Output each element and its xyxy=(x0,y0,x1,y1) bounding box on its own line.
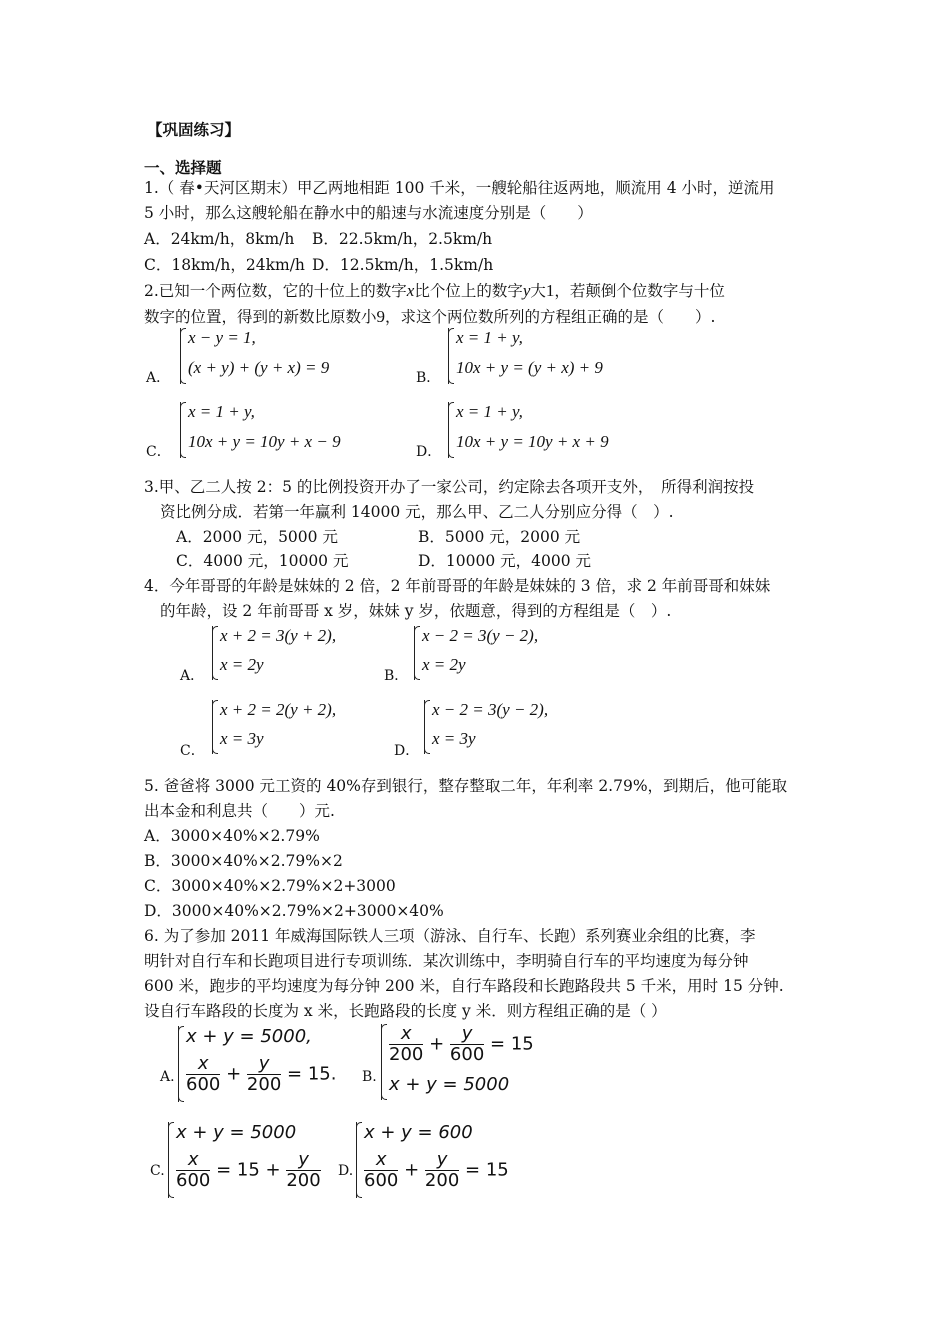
q2-d-eq1: x = 1 + y, xyxy=(456,402,523,421)
q3-line1: 3.甲、乙二人按 2：5 的比例投资开办了一家公司，约定除去各项开支外， 所得利润按投 xyxy=(144,478,755,496)
q1-option-a: A．24km/h，8km/h xyxy=(144,230,295,248)
q4-d-system xyxy=(424,700,594,754)
q4-line2: 的年龄，设 2 年前哥哥 x 岁，妹妹 y 岁，依题意，得到的方程组是（ ）. xyxy=(160,602,672,620)
num-one: 1 xyxy=(545,281,555,300)
q6-d-system xyxy=(356,1122,509,1198)
q5-option-a: A．3000×40%×2.79% xyxy=(144,827,320,845)
var-y: y xyxy=(522,281,531,300)
num-nine: 9 xyxy=(376,307,386,326)
q5-option-d: D．3000×40%×2.79%×2+3000×40% xyxy=(144,902,444,920)
q3-option-d: D．10000 元，4000 元 xyxy=(418,552,592,570)
q2-c-eq1: x = 1 + y, xyxy=(188,402,255,421)
q4-b-label: B． xyxy=(384,668,409,684)
q4-b-eq2: x = 2y xyxy=(422,655,466,674)
q6-d-eq2: $\frac{x}{600}$ + $\frac{y}{200}$ = 15 xyxy=(364,1149,509,1191)
q2-b-eq2: 10x + y = (y + x) + 9 xyxy=(456,358,603,377)
q6-c-eq1: x + y = 5000 xyxy=(176,1122,297,1143)
q6-d-label: D. xyxy=(338,1163,354,1179)
q6-a-eq2: $\frac{x}{600}$ + $\frac{y}{200}$ = 15. xyxy=(186,1053,337,1095)
q3-option-b: B．5000 元，2000 元 xyxy=(418,528,581,546)
q1-option-c: C．18km/h，24km/h xyxy=(144,256,305,274)
q2-a-label: A． xyxy=(146,370,171,386)
q2-a-system xyxy=(180,328,380,384)
part-title: 一、选择题 xyxy=(144,158,222,177)
q6-c-eq2: $\frac{x}{600}$ = 15 + $\frac{y}{200}$ xyxy=(176,1149,321,1191)
q6-d-eq1: x + y = 600 xyxy=(364,1122,473,1143)
q4-line1: 4．今年哥哥的年龄是妹妹的 2 倍，2 年前哥哥的年龄是妹妹的 3 倍，求 2 年前哥哥和妹妹 xyxy=(144,577,771,595)
q3-option-c: C．4000 元，10000 元 xyxy=(176,552,349,570)
q4-c-system xyxy=(212,700,382,754)
q1-line1: 1.（ 春•天河区期末）甲乙两地相距 100 千米，一艘轮船往返两地，顺流用 4 小时，逆流用 xyxy=(144,179,775,197)
var-x: x xyxy=(406,281,415,300)
q1-option-b: B．22.5km/h，2.5km/h xyxy=(312,230,493,248)
q6-c-system xyxy=(168,1122,321,1198)
q5-option-c: C．3000×40%×2.79%×2+3000 xyxy=(144,877,396,895)
q4-b-system xyxy=(414,626,584,680)
q4-b-eq1: x − 2 = 3(y − 2), xyxy=(422,626,539,645)
q4-a-system xyxy=(212,626,382,680)
q2-c-label: C． xyxy=(146,444,171,460)
q1-line2: 5 小时，那么这艘轮船在静水中的船速与水流速度分别是（ ） xyxy=(144,204,593,222)
q6-line2: 明针对自行车和长跑项目进行专项训练．某次训练中，李明骑自行车的平均速度为每分钟 xyxy=(144,952,749,970)
q3-option-a: A．2000 元，5000 元 xyxy=(176,528,338,546)
q5-line2: 出本金和利息共（ ）元. xyxy=(144,802,335,820)
q2-d-eq2: 10x + y = 10y + x + 9 xyxy=(456,432,609,451)
q6-b-eq2: x + y = 5000 xyxy=(389,1074,510,1095)
q6-line1: 6. 为了参加 2011 年威海国际铁人三项（游泳、自行车、长跑）系列赛业余组的比赛，李 xyxy=(144,927,756,945)
q4-a-label: A． xyxy=(180,668,205,684)
q4-c-eq2: x = 3y xyxy=(220,729,264,748)
q6-a-eq1: x + y = 5000, xyxy=(186,1026,312,1047)
q2-d-label: D． xyxy=(416,444,442,460)
q6-line3: 600 米，跑步的平均速度为每分钟 200 米，自行车路段和长跑路段共 5 千米，用时 15 分钟. xyxy=(144,977,784,995)
q2-line1: 2.已知一个两位数，它的十位上的数字x比个位上的数字y大1，若颠倒个位数字与十位 xyxy=(144,281,725,300)
q3-line2: 资比例分成．若第一年赢利 14000 元，那么甲、乙二人分别应分得（ ）. xyxy=(160,503,674,521)
q2-a-eq2: (x + y) + (y + x) = 9 xyxy=(188,358,330,377)
q5-option-b: B．3000×40%×2.79%×2 xyxy=(144,852,343,870)
q2-a-eq1: x − y = 1, xyxy=(188,328,256,347)
q2-b-system xyxy=(448,328,648,384)
q6-b-system xyxy=(381,1023,534,1100)
q4-c-label: C． xyxy=(180,743,205,759)
q4-d-label: D． xyxy=(394,743,420,759)
q2-b-eq1: x = 1 + y, xyxy=(456,328,523,347)
q2-c-system xyxy=(180,402,380,458)
q4-a-eq1: x + 2 = 3(y + 2), xyxy=(220,626,337,645)
q1-option-d: D．12.5km/h，1.5km/h xyxy=(312,256,494,274)
section-title: 【巩固练习】 xyxy=(147,120,241,139)
q2-b-label: B． xyxy=(416,370,441,386)
q6-a-label: A. xyxy=(160,1069,175,1085)
q6-a-system xyxy=(178,1026,337,1102)
q6-b-eq1: $\frac{x}{200}$ + $\frac{y}{600}$ = 15 xyxy=(389,1023,534,1065)
q5-line1: 5. 爸爸将 3000 元工资的 40%存到银行，整存整取二年，年利率 2.79%，到期后，他可能取 xyxy=(144,777,788,795)
q4-d-eq2: x = 3y xyxy=(432,729,476,748)
q6-line4: 设自行车路段的长度为 x 米，长跑路段的长度 y 米．则方程组正确的是（ ） xyxy=(144,1002,667,1020)
q2-d-system xyxy=(448,402,648,458)
q4-c-eq1: x + 2 = 2(y + 2), xyxy=(220,700,337,719)
q6-b-label: B. xyxy=(362,1069,377,1085)
q4-d-eq1: x − 2 = 3(y − 2), xyxy=(432,700,549,719)
q6-c-label: C. xyxy=(150,1163,165,1179)
q2-c-eq2: 10x + y = 10y + x − 9 xyxy=(188,432,341,451)
q4-a-eq2: x = 2y xyxy=(220,655,264,674)
q2-line2: 数字的位置，得到的新数比原数小9，求这个两位数所列的方程组正确的是（ ）. xyxy=(144,307,716,326)
